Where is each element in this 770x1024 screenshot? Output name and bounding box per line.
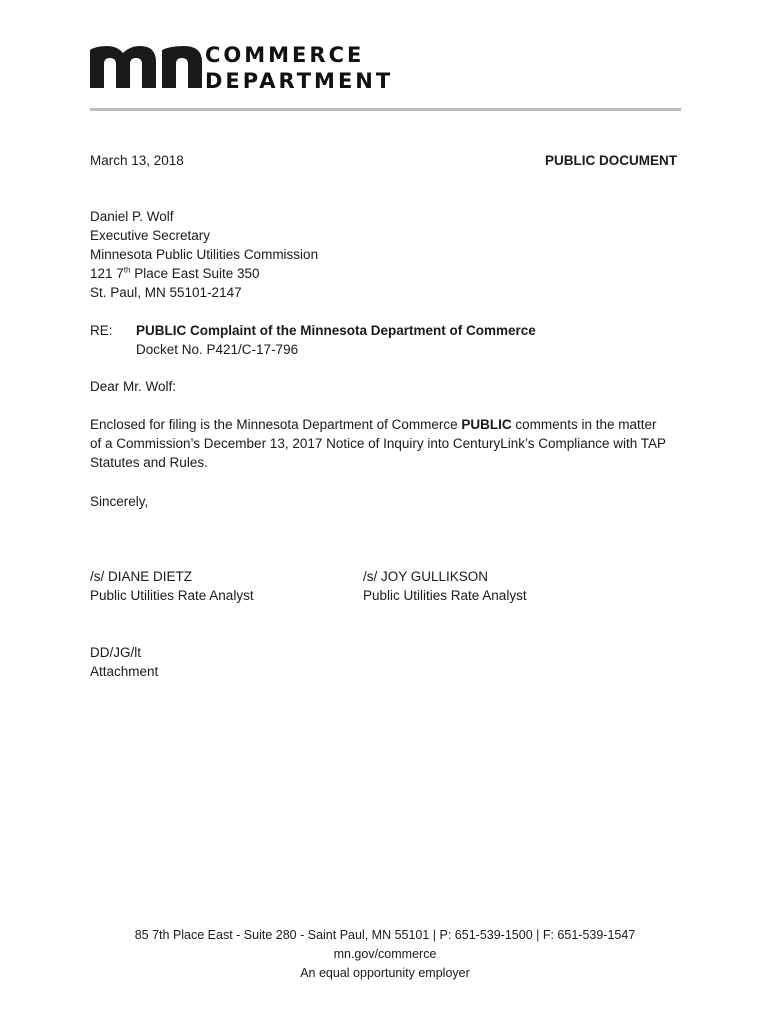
re-block — [136, 321, 536, 359]
signature-title: Public Utilities Rate Analyst — [90, 588, 254, 603]
logo-line-commerce: COMMERCE — [205, 43, 365, 67]
body-line-2: of a Commission’s December 13, 2017 Notice of Inquiry into CenturyLink’s Compliance with TAP — [90, 436, 667, 451]
recipient-address — [90, 207, 318, 302]
header-divider — [90, 108, 681, 111]
signature-block-2 — [363, 567, 527, 605]
signature-name: /s/ DIANE DIETZ — [90, 569, 193, 584]
attachment-note: Attachment — [90, 664, 159, 679]
salutation: Dear Mr. Wolf: — [90, 379, 177, 394]
letter-date: March 13, 2018 — [90, 153, 184, 168]
reference-initials: DD/JG/lt — [90, 645, 142, 660]
body-paragraph — [90, 415, 690, 472]
signature-block-1 — [90, 567, 254, 605]
body-line-3: Statutes and Rules. — [90, 455, 208, 470]
recipient-name: Daniel P. Wolf — [90, 209, 174, 224]
public-emphasis: PUBLIC — [461, 417, 512, 432]
footer-address: 85 7th Place East - Suite 280 - Saint Paul, MN 55101 | P: 651-539-1500 | F: 651-539-1547 — [134, 928, 636, 942]
footer-eoe: An equal opportunity employer — [300, 966, 470, 980]
recipient-street: 121 7th Place East Suite 350 — [90, 265, 260, 281]
recipient-title: Executive Secretary — [90, 228, 211, 243]
re-subject: PUBLIC Complaint of the Minnesota Department of Commerce — [136, 323, 536, 338]
classification-label: PUBLIC DOCUMENT — [545, 153, 677, 168]
logo-wordmark — [205, 42, 393, 94]
footer-website: mn.gov/commerce — [333, 947, 437, 961]
body-line-1: Enclosed for filing is the Minnesota Department of Commerce PUBLIC comments in the matter — [90, 417, 657, 432]
re-label: RE: — [90, 323, 113, 338]
footer — [0, 926, 770, 983]
reference-initials-block — [90, 643, 158, 681]
signature-title: Public Utilities Rate Analyst — [363, 588, 527, 603]
recipient-city: St. Paul, MN 55101-2147 — [90, 285, 242, 300]
signature-name: /s/ JOY GULLIKSON — [363, 569, 489, 584]
re-docket: Docket No. P421/C-17-796 — [136, 342, 299, 357]
logo-line-department: DEPARTMENT — [205, 69, 394, 93]
recipient-organization: Minnesota Public Utilities Commission — [90, 247, 319, 262]
closing: Sincerely, — [90, 494, 149, 509]
